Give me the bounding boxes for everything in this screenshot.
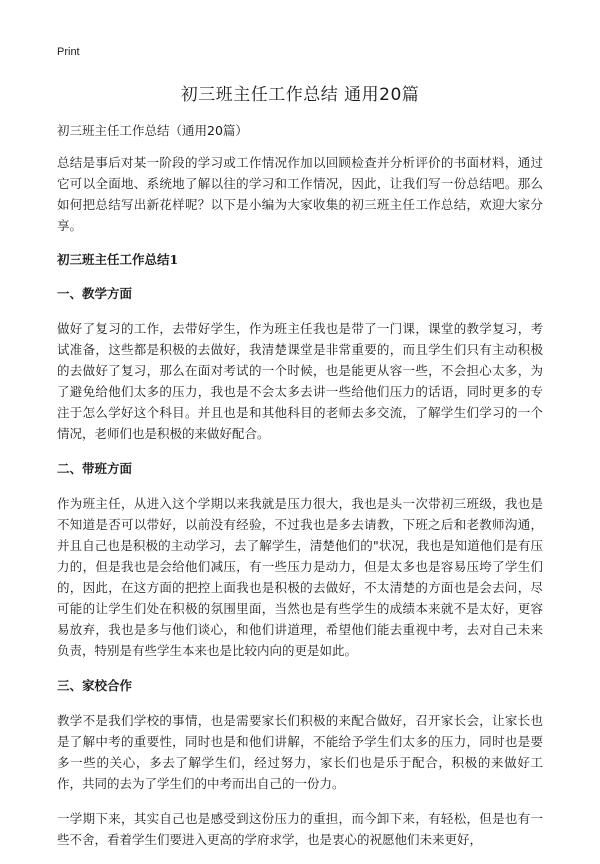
closing-paragraph: 一学期下来，其实自己也是感受到这份压力的重担，而今卸下来，有轻松，但是也有一些不舍，看着学生们要进入更高的学府求学，也是衷心的祝愿他们未来更好， <box>57 811 543 847</box>
document-title: 初三班主任工作总结 通用20篇 <box>180 85 420 105</box>
intro-paragraph: 总结是事后对某一阶段的学习或工作情况作加以回顾检查并分析评价的书面材料，通过它可以全面地、系统地了解以往的学习和工作情况，因此，让我们写一份总结吧。那么如何把总结写出新花样呢？以下是小编为大家收集的初三班主任工作总结，欢迎大家分享。 <box>57 155 543 233</box>
document-subtitle: 初三班主任工作总结（通用20篇） <box>57 123 248 138</box>
article-heading: 初三班主任工作总结1 <box>57 252 179 267</box>
section-heading-class-management: 二、带班方面 <box>57 461 133 476</box>
section-paragraph-teaching: 做好了复习的工作，去带好学生，作为班主任我也是带了一门课，课堂的教学复习，考试准备，这些都是积极的去做好，我清楚课堂是非常重要的，而且学生们只有主动积极的去做好了复习，那么在面对考试的一个时候，也是能更从容一些，不会担心太多，为了避免给他们太多的压力，我也是不会太多去讲一些给他们压力的话语，同时更多的专注于怎么学好这个科目。并且也是和其他科目的老师去多交流，了解学生们学习的一个情况，老师们也是积极的来做好配合。 <box>57 321 543 441</box>
document-body <box>57 120 543 864</box>
section-paragraph-home-school: 教学不是我们学校的事情，也是需要家长们积极的来配合做好，召开家长会，让家长也是了解中考的重要性，同时也是和他们讲解，不能给予学生们太多的压力，同时也是要多一些的关心，多去了解学生们，经过努力，家长们也是乐于配合，积极的来做好工作，共同的去为了学生们的中考而出自己的一份力。 <box>57 713 543 791</box>
section-heading-home-school: 三、家校合作 <box>57 678 133 693</box>
section-heading-teaching: 一、教学方面 <box>57 286 133 301</box>
print-link[interactable]: Print <box>57 46 80 58</box>
section-paragraph-class-management: 作为班主任，从进入这个学期以来我就是压力很大，我也是头一次带初三班级，我也是不知道是否可以带好，以前没有经验，不过我也是多去请教，下班之后和老教师沟通，并且自己也是积极的主动学习，去了解学生，清楚他们的"状况，我也是知道他们是有压力的，但是我也是会给他们减压，有一些压力是动力，但是太多也是容易压垮了学生们的，因此，在这方面的把控上面我也是积极的去做好，不太清楚的方面也是会去问，尽可能的让学生们处在积极的氛围里面，当然也是有些学生的成绩本来就不是太好，更容易放弃，我也是多与他们谈心，和他们讲道理，希望他们能去重视中考，去对自己未来负责，特别是有些学生本来也是比较内向的更是如此。 <box>57 496 543 658</box>
